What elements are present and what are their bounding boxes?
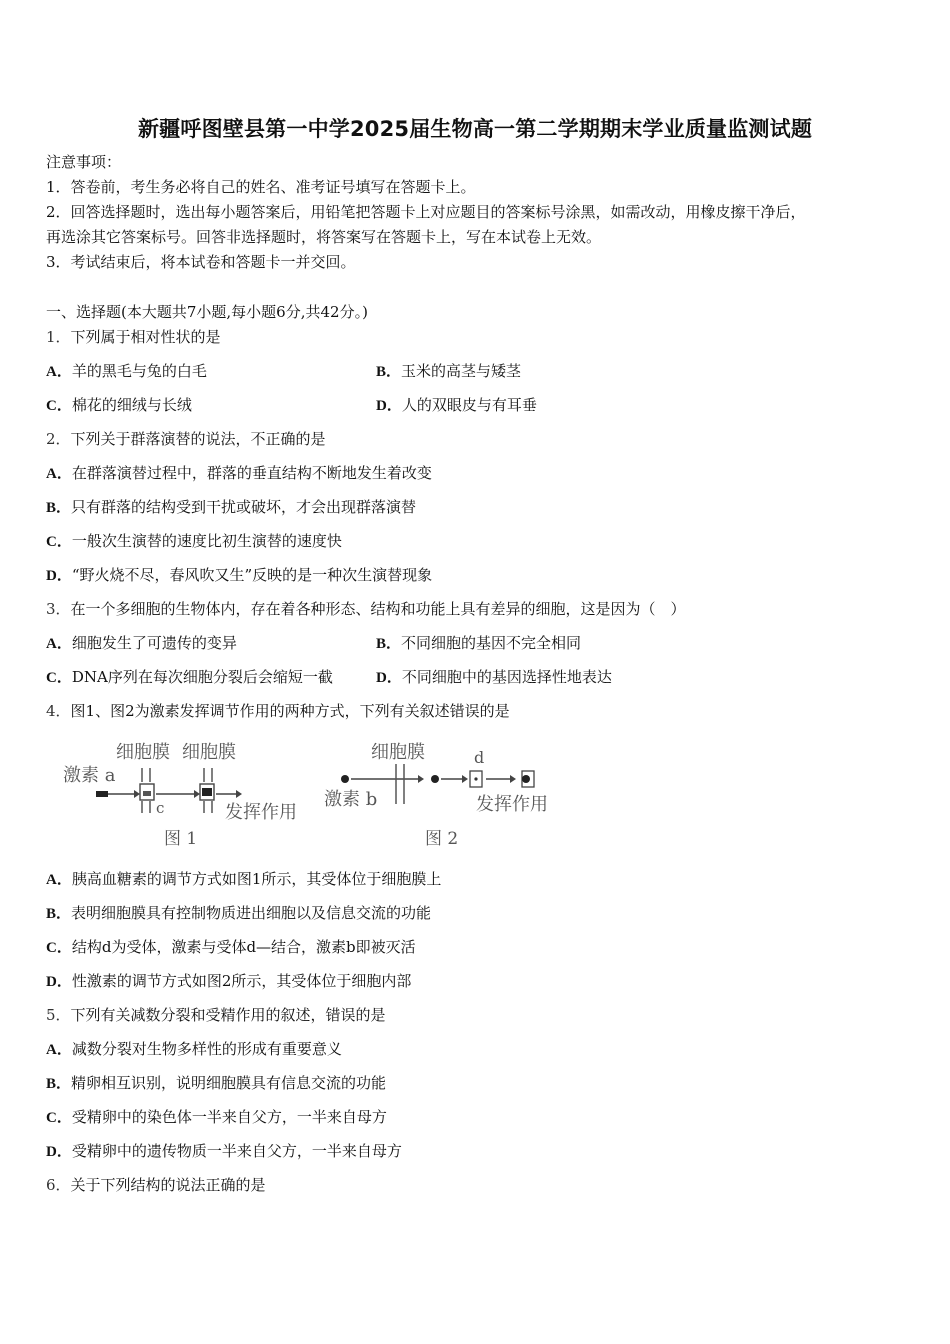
effect-label-2: 发挥作用 [476, 794, 548, 815]
option-letter: C． [46, 940, 72, 956]
arrowhead-3 [236, 790, 242, 798]
option-letter: B． [46, 500, 72, 516]
option-text: 羊的黑毛与兔的白毛 [71, 362, 207, 380]
option-letter: A． [46, 872, 72, 888]
question-2-stem [46, 429, 326, 449]
figure-2-caption: 图 2 [425, 829, 459, 849]
membrane-label-3: 细胞膜 [371, 742, 425, 763]
option-text: 人的双眼皮与有耳垂 [401, 396, 537, 414]
question-text: 下列关于群落演替的说法，不正确的是 [70, 430, 326, 448]
option-text: 在群落演替过程中，群落的垂直结构不断地发生着改变 [71, 464, 432, 482]
membrane-lines-2 [396, 764, 404, 804]
hormone-b-inside-dot [431, 775, 439, 783]
option-c [46, 1107, 387, 1128]
notice-item: 2．回答选择题时，选出每小题答案后，用铅笔把答题卡上对应题目的答案标号涂黑，如需改动，用橡皮擦干净后， [46, 203, 806, 221]
question-text: 图1、图2为激素发挥调节作用的两种方式，下列有关叙述错误的是 [70, 702, 510, 720]
question-text: 在一个多细胞的生物体内，存在着各种形态、结构和功能上具有差异的细胞，这是因为（ ） [70, 600, 686, 618]
question-text: 下列属于相对性状的是 [70, 328, 221, 346]
option-c [46, 937, 416, 958]
option-text: 胰高血糖素的调节方式如图1所示，其受体位于细胞膜上 [71, 870, 442, 888]
effect-label-1: 发挥作用 [225, 802, 297, 823]
option-d [46, 565, 432, 586]
question-4-stem [46, 701, 510, 721]
option-d [46, 1141, 402, 1162]
question-3-stem [46, 599, 686, 619]
hormone-regulation-figure [58, 738, 578, 856]
option-a [46, 869, 441, 890]
option-a [46, 361, 207, 382]
option-text: 只有群落的结构受到干扰或破坏，才会出现群落演替 [71, 498, 417, 516]
option-text: 性激素的调节方式如图2所示，其受体位于细胞内部 [71, 972, 412, 990]
figure-1-caption: 图 1 [164, 829, 198, 849]
option-text: 细胞发生了可遗传的变异 [71, 634, 237, 652]
section-heading: 一、选择题(本大题共7小题,每小题6分,共42分。) [46, 303, 368, 321]
arrowhead-6 [510, 775, 516, 783]
option-letter: C． [46, 1110, 72, 1126]
question-number: 5． [46, 1006, 71, 1024]
option-text: 结构d为受体，激素与受体d—结合，激素b即被灭活 [71, 938, 416, 956]
figure-svg [58, 738, 578, 856]
option-text: 玉米的高茎与矮茎 [401, 362, 522, 380]
option-text: 受精卵中的染色体一半来自父方，一半来自母方 [71, 1108, 387, 1126]
receptor-d-inner [474, 777, 477, 780]
option-b [376, 633, 581, 654]
arrowhead-2 [194, 790, 200, 798]
page-title: 新疆呼图壁县第一中学2025届生物高一第二学期期末学业质量监测试题 [137, 117, 813, 141]
option-text: 受精卵中的遗传物质一半来自父方，一半来自母方 [71, 1142, 402, 1160]
option-letter: D． [46, 568, 72, 584]
option-letter: B． [376, 636, 402, 652]
question-5-stem [46, 1005, 386, 1025]
option-letter: A． [46, 466, 72, 482]
option-text: 减数分裂对生物多样性的形成有重要意义 [71, 1040, 342, 1058]
option-letter: C． [46, 534, 72, 550]
label-c: c [156, 799, 165, 817]
option-letter: B． [376, 364, 402, 380]
option-letter: D． [46, 974, 72, 990]
option-letter: B． [46, 906, 72, 922]
option-c [46, 667, 333, 688]
arrowhead-4 [418, 775, 424, 783]
option-d [376, 667, 612, 688]
option-c [46, 531, 342, 552]
option-b [46, 497, 416, 518]
arrowhead-5 [462, 775, 468, 783]
option-letter: C． [46, 398, 72, 414]
question-1-stem [46, 327, 221, 347]
hormone-a-label: 激素 a [63, 765, 116, 786]
hormone-b-label: 激素 b [324, 789, 378, 810]
option-text: “野火烧不尽，春风吹又生”反映的是一种次生演替现象 [71, 566, 433, 584]
option-letter: B． [46, 1076, 72, 1092]
question-number: 2． [46, 430, 71, 448]
option-text: DNA序列在每次细胞分裂后会缩短一截 [71, 668, 333, 686]
option-text: 不同细胞的基因不完全相同 [401, 634, 582, 652]
receptor-bound-inner [202, 788, 212, 796]
arrowhead-1 [134, 790, 140, 798]
question-number: 3． [46, 600, 71, 618]
question-number: 1． [46, 328, 71, 346]
membrane-label-2: 细胞膜 [182, 742, 236, 763]
option-c [46, 395, 192, 416]
receptor-c-inner [143, 791, 151, 796]
question-6-stem [46, 1175, 266, 1195]
option-b [376, 361, 521, 382]
membrane-label-1: 细胞膜 [116, 742, 170, 763]
option-text: 不同细胞中的基因选择性地表达 [401, 668, 612, 686]
notice-item: 3．考试结束后，将本试卷和答题卡一并交回。 [46, 253, 356, 271]
membrane-lines-1 [142, 768, 212, 813]
question-text: 下列有关减数分裂和受精作用的叙述，错误的是 [70, 1006, 386, 1024]
option-letter: D． [376, 398, 402, 414]
option-b [46, 903, 431, 924]
option-text: 棉花的细绒与长绒 [71, 396, 192, 414]
hormone-b-dot [341, 775, 349, 783]
option-letter: D． [46, 1144, 72, 1160]
option-text: 精卵相互识别，说明细胞膜具有信息交流的功能 [71, 1074, 387, 1092]
option-letter: C． [46, 670, 72, 686]
option-a [46, 633, 237, 654]
option-letter: A． [46, 1042, 72, 1058]
receptor-d-bound-dot [522, 775, 530, 783]
notice-item: 再选涂其它答案标号。回答非选择题时，将答案写在答题卡上，写在本试卷上无效。 [46, 228, 602, 246]
option-letter: D． [376, 670, 402, 686]
option-text: 一般次生演替的速度比初生演替的速度快 [71, 532, 342, 550]
option-a [46, 1039, 342, 1060]
hormone-a-mark [96, 791, 108, 797]
question-number: 4． [46, 702, 71, 720]
question-number: 6． [46, 1176, 71, 1194]
option-text: 表明细胞膜具有控制物质进出细胞以及信息交流的功能 [71, 904, 432, 922]
option-d [46, 971, 411, 992]
question-text: 关于下列结构的说法正确的是 [70, 1176, 266, 1194]
notice-item: 1．答卷前，考生务必将自己的姓名、准考证号填写在答题卡上。 [46, 178, 476, 196]
option-a [46, 463, 432, 484]
label-d: d [474, 748, 485, 767]
option-d [376, 395, 537, 416]
option-b [46, 1073, 386, 1094]
option-letter: A． [46, 364, 72, 380]
notice-heading: 注意事项： [46, 153, 122, 171]
option-letter: A． [46, 636, 72, 652]
